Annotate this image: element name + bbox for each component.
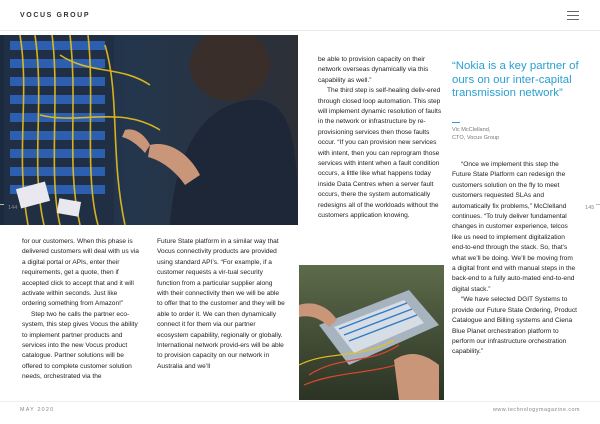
quote-author-name: Vic McClelland, — [452, 127, 491, 133]
fibre-splice-photo — [299, 265, 444, 400]
paragraph: be able to provision capacity on their network overseas dynamically via this capability as well.” — [318, 56, 429, 84]
paragraph: for our customers. When this phase is delivered customers will deal with us via a digital portal or APIs, enter their requirements, get a quote, then if accepted click to accept that and it will activate within seconds. Just like ordering something from Amazon!” — [22, 238, 139, 308]
footer-url[interactable]: www.technologymagazine.com — [493, 407, 581, 413]
hamburger-menu-icon[interactable] — [567, 11, 579, 20]
paragraph: Step two he calls the partner eco-system, this step gives Vocus the ability to implement partner products and services into the new Vocus product catalogue. Partner solutions will be offered to complete customer solution needs, orchestrated via the — [22, 310, 138, 381]
quote-author-role: CTO, Vocus Group — [452, 135, 500, 141]
footer-date: MAY 2020 — [20, 407, 55, 413]
column-1 — [22, 237, 142, 383]
column-3 — [318, 55, 443, 222]
paragraph: Future State platform in a similar way that Vocus connectivity products are provided using standard API’s. “For example, if a customer requests a vir-tual security function from a particular supplier along with their connectivity then we will be able to offer that to the customer and they will be able to order it. We can then dynamically connect it for them via our partner ecosystem capability, regionally or globally. International network provid-ers will be able to provision capacity on our network in Australia and we’ll — [157, 238, 285, 370]
paragraph: “Once we implement this step the Future State Platform can redesign the customers solution on the fly to meet customers requested SLAs and automatically fix problems,” McClelland continues. “To truly deliver fundamental changes in customer experience, telcos like us need to implement digitalization end-to-end through the stack. So, that’s what we’ll be doing. We’ll be moving from a digital front end with manual steps in the back-end to a fully auto-mated end-to-end digital stack.” — [452, 161, 576, 293]
page-number-tick-right — [596, 204, 600, 205]
footer-divider — [0, 401, 600, 402]
page-number-left: 144 — [8, 205, 18, 211]
pull-quote: “Nokia is a key partner of ours on our inter-capital transmission network” — [452, 60, 579, 100]
quote-divider — [452, 122, 460, 123]
column-2 — [157, 237, 285, 372]
page-number-right: 145 — [585, 205, 595, 211]
quote-attribution — [452, 126, 499, 142]
brand-logo-text: VOCUS GROUP — [20, 12, 91, 19]
header-divider — [0, 30, 600, 31]
paragraph: The third step is self-healing deliv-ered through closed loop automation. This step will implement dynamic resolution of faults in the network or infrastructure by re-provisioning services then those faults occur. “If you can provision new services with intent, then you can reprogram those services with intent when a fault condition occurs, a little like what happens today inside Data Centres when a server fault occurs, there the system automatically redesigns all of the workloads without the customers application knowing. — [318, 87, 442, 220]
column-4 — [452, 160, 577, 358]
page-number-tick-left — [0, 204, 4, 205]
technician-photo — [0, 35, 298, 225]
paragraph: “We have selected DGIT Systems to provide our Future State Ordering, Product Catalogue and Billing systems and Ciena Blue Planet orchestration platform to perform our infrastructure orchestration capability.” — [452, 296, 577, 356]
